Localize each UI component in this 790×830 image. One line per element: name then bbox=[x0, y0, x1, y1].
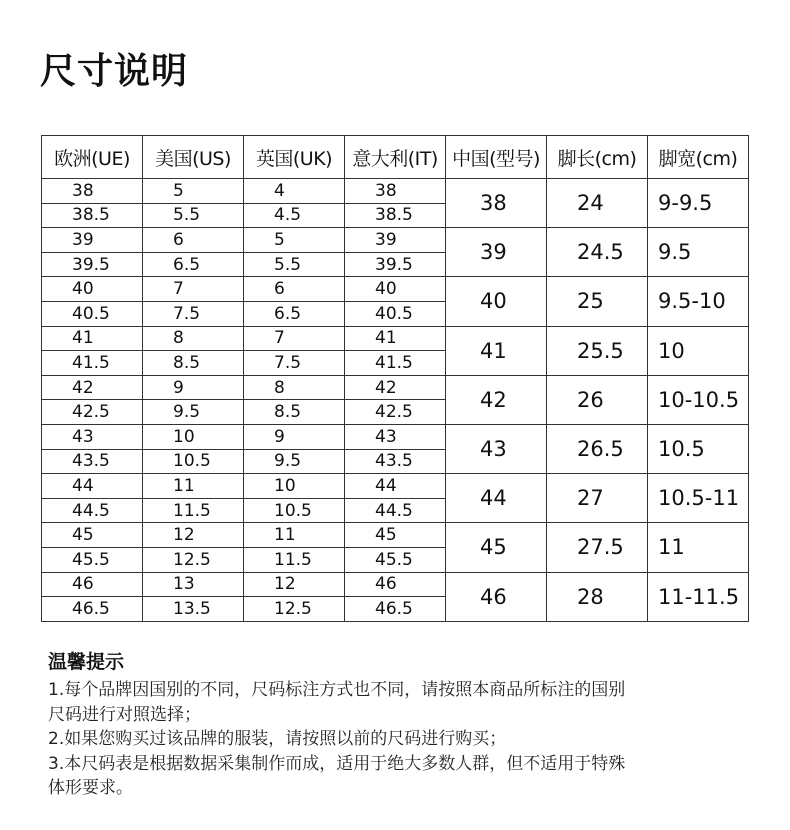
cell-it: 40 bbox=[345, 277, 446, 302]
table-row bbox=[42, 326, 749, 351]
header-us: 美国(US) bbox=[143, 136, 244, 179]
cell-foot-length: 26.5 bbox=[547, 424, 648, 473]
cell-uk: 6 bbox=[244, 277, 345, 302]
cell-uk: 11 bbox=[244, 523, 345, 548]
cell-eu: 44.5 bbox=[42, 498, 143, 523]
cell-uk: 10 bbox=[244, 474, 345, 499]
table-row bbox=[42, 375, 749, 400]
tips-line: 尺码进行对照选择； bbox=[48, 704, 201, 725]
cell-cn-size: 41 bbox=[446, 326, 547, 375]
cell-it: 46.5 bbox=[345, 597, 446, 622]
cell-eu: 42 bbox=[42, 375, 143, 400]
table-row bbox=[42, 424, 749, 449]
cell-uk: 5 bbox=[244, 228, 345, 253]
cell-it: 41 bbox=[345, 326, 446, 351]
page-title: 尺寸说明 bbox=[40, 51, 189, 92]
cell-foot-width: 9-9.5 bbox=[648, 179, 749, 228]
cell-uk: 10.5 bbox=[244, 498, 345, 523]
tips-line: 1.每个品牌因国别的不同，尺码标注方式也不同，请按照本商品所标注的国别 bbox=[48, 680, 626, 700]
cell-foot-width: 11 bbox=[648, 523, 749, 572]
cell-eu: 45.5 bbox=[42, 547, 143, 572]
cell-foot-length: 27.5 bbox=[547, 523, 648, 572]
cell-eu: 42.5 bbox=[42, 400, 143, 425]
cell-uk: 8 bbox=[244, 375, 345, 400]
cell-cn-size: 42 bbox=[446, 375, 547, 424]
cell-eu: 39.5 bbox=[42, 252, 143, 277]
cell-us: 9 bbox=[143, 375, 244, 400]
cell-it: 46 bbox=[345, 572, 446, 597]
header-cn: 中国(型号) bbox=[446, 136, 547, 179]
cell-foot-length: 24.5 bbox=[547, 228, 648, 277]
cell-us: 13 bbox=[143, 572, 244, 597]
cell-eu: 41.5 bbox=[42, 351, 143, 376]
cell-us: 13.5 bbox=[143, 597, 244, 622]
cell-cn-size: 39 bbox=[446, 228, 547, 277]
cell-uk: 6.5 bbox=[244, 301, 345, 326]
cell-us: 12.5 bbox=[143, 547, 244, 572]
cell-it: 44.5 bbox=[345, 498, 446, 523]
cell-it: 44 bbox=[345, 474, 446, 499]
cell-uk: 5.5 bbox=[244, 252, 345, 277]
tips-line: 体形要求。 bbox=[48, 778, 133, 798]
cell-us: 9.5 bbox=[143, 400, 244, 425]
cell-cn-size: 45 bbox=[446, 523, 547, 572]
cell-foot-width: 11-11.5 bbox=[648, 572, 749, 621]
header-uk: 英国(UK) bbox=[244, 136, 345, 179]
cell-uk: 7 bbox=[244, 326, 345, 351]
cell-eu: 44 bbox=[42, 474, 143, 499]
cell-eu: 38 bbox=[42, 179, 143, 204]
cell-us: 12 bbox=[143, 523, 244, 548]
table-row bbox=[42, 277, 749, 302]
header-foot-length: 脚长(cm) bbox=[547, 136, 648, 179]
table-row bbox=[42, 179, 749, 204]
cell-it: 39 bbox=[345, 228, 446, 253]
cell-it: 38.5 bbox=[345, 203, 446, 228]
cell-foot-length: 27 bbox=[547, 474, 648, 523]
cell-eu: 39 bbox=[42, 228, 143, 253]
header-it: 意大利(IT) bbox=[345, 136, 446, 179]
cell-foot-length: 28 bbox=[547, 572, 648, 621]
cell-us: 5 bbox=[143, 179, 244, 204]
cell-us: 10.5 bbox=[143, 449, 244, 474]
cell-us: 11 bbox=[143, 474, 244, 499]
cell-eu: 46.5 bbox=[42, 597, 143, 622]
cell-it: 39.5 bbox=[345, 252, 446, 277]
cell-uk: 4 bbox=[244, 179, 345, 204]
cell-eu: 41 bbox=[42, 326, 143, 351]
cell-foot-width: 10-10.5 bbox=[648, 375, 749, 424]
cell-us: 7 bbox=[143, 277, 244, 302]
cell-eu: 46 bbox=[42, 572, 143, 597]
cell-us: 11.5 bbox=[143, 498, 244, 523]
cell-it: 43 bbox=[345, 424, 446, 449]
cell-foot-length: 26 bbox=[547, 375, 648, 424]
cell-eu: 43.5 bbox=[42, 449, 143, 474]
cell-us: 7.5 bbox=[143, 301, 244, 326]
cell-us: 8.5 bbox=[143, 351, 244, 376]
tips-title: 温馨提示 bbox=[48, 651, 125, 673]
cell-foot-width: 10.5-11 bbox=[648, 474, 749, 523]
cell-foot-width: 10.5 bbox=[648, 424, 749, 473]
cell-eu: 45 bbox=[42, 523, 143, 548]
cell-it: 43.5 bbox=[345, 449, 446, 474]
cell-it: 40.5 bbox=[345, 301, 446, 326]
cell-eu: 43 bbox=[42, 424, 143, 449]
cell-it: 41.5 bbox=[345, 351, 446, 376]
cell-uk: 7.5 bbox=[244, 351, 345, 376]
header-foot-width: 脚宽(cm) bbox=[648, 136, 749, 179]
cell-us: 5.5 bbox=[143, 203, 244, 228]
cell-us: 8 bbox=[143, 326, 244, 351]
cell-it: 42.5 bbox=[345, 400, 446, 425]
cell-cn-size: 43 bbox=[446, 424, 547, 473]
cell-uk: 9 bbox=[244, 424, 345, 449]
cell-us: 6.5 bbox=[143, 252, 244, 277]
cell-foot-width: 9.5 bbox=[648, 228, 749, 277]
cell-cn-size: 38 bbox=[446, 179, 547, 228]
tips-line: 2.如果您购买过该品牌的服装，请按照以前的尺码进行购买； bbox=[48, 729, 507, 749]
table-header-row bbox=[42, 136, 749, 179]
cell-uk: 11.5 bbox=[244, 547, 345, 572]
cell-us: 10 bbox=[143, 424, 244, 449]
cell-foot-length: 25 bbox=[547, 277, 648, 326]
table-row bbox=[42, 523, 749, 548]
cell-cn-size: 46 bbox=[446, 572, 547, 621]
size-chart-table bbox=[41, 135, 749, 622]
cell-uk: 4.5 bbox=[244, 203, 345, 228]
header-eu: 欧洲(UE) bbox=[42, 136, 143, 179]
cell-foot-width: 10 bbox=[648, 326, 749, 375]
table-row bbox=[42, 572, 749, 597]
cell-eu: 38.5 bbox=[42, 203, 143, 228]
tips-section bbox=[48, 650, 758, 801]
cell-foot-width: 9.5-10 bbox=[648, 277, 749, 326]
cell-uk: 8.5 bbox=[244, 400, 345, 425]
cell-us: 6 bbox=[143, 228, 244, 253]
cell-eu: 40 bbox=[42, 277, 143, 302]
cell-it: 42 bbox=[345, 375, 446, 400]
cell-it: 45 bbox=[345, 523, 446, 548]
tips-line: 3.本尺码表是根据数据采集制作而成，适用于绝大多数人群，但不适用于特殊 bbox=[48, 753, 626, 774]
cell-foot-length: 25.5 bbox=[547, 326, 648, 375]
cell-cn-size: 40 bbox=[446, 277, 547, 326]
cell-uk: 9.5 bbox=[244, 449, 345, 474]
cell-uk: 12 bbox=[244, 572, 345, 597]
cell-cn-size: 44 bbox=[446, 474, 547, 523]
table-row bbox=[42, 228, 749, 253]
cell-it: 45.5 bbox=[345, 547, 446, 572]
table-row bbox=[42, 474, 749, 499]
cell-it: 38 bbox=[345, 179, 446, 204]
cell-eu: 40.5 bbox=[42, 301, 143, 326]
cell-foot-length: 24 bbox=[547, 179, 648, 228]
cell-uk: 12.5 bbox=[244, 597, 345, 622]
